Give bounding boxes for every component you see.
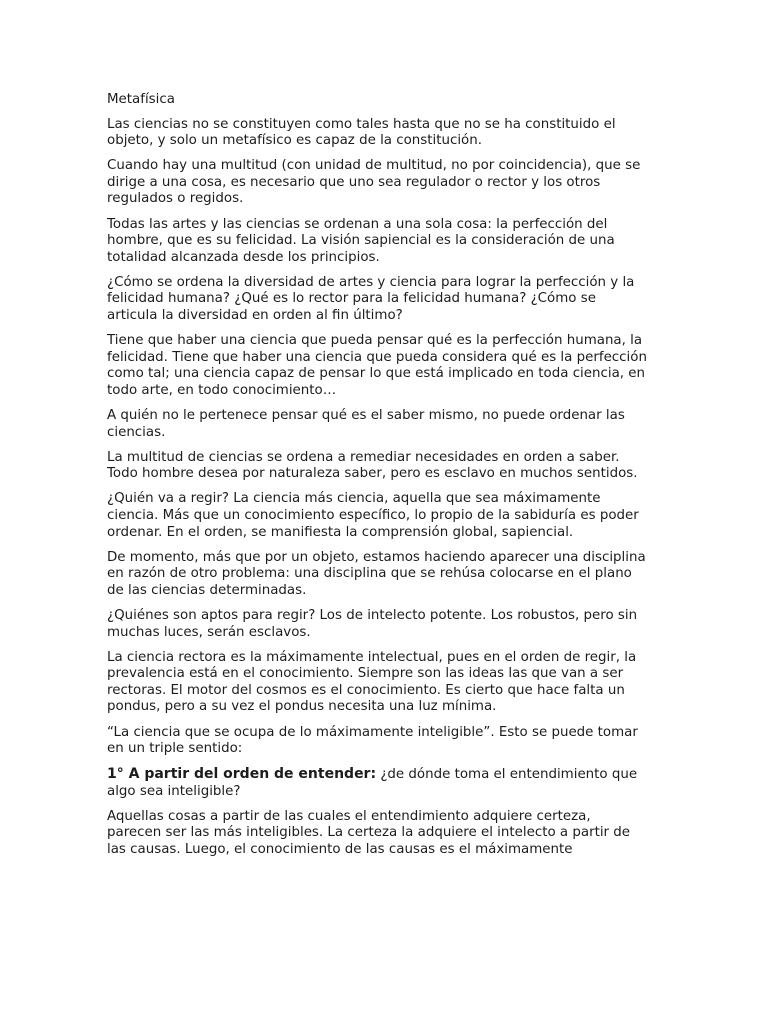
document-page — [107, 92, 647, 867]
paragraph: La ciencia rectora es la máximamente intelectual, pues en el orden de regir, la prevalencia está en el conocimiento. Siempre son las ideas las que van a ser rectoras. El motor del cosmos es el conocimiento. Es cierto que hace falta un pondus, pero a su vez el pondus necesita una luz mínima. — [107, 649, 637, 715]
paragraph: “La ciencia que se ocupa de lo máximamente inteligible”. Esto se puede tomar en un triple sentido: — [107, 724, 638, 757]
paragraph: Las ciencias no se constituyen como tales hasta que no se ha constituido el objeto, y solo un metafísico es capaz de la constitución. — [107, 116, 616, 149]
paragraph: Cuando hay una multitud (con unidad de multitud, no por coincidencia), que se dirige a una cosa, es necesario que uno sea regulador o rector y los otros regulados o regidos. — [107, 158, 641, 207]
point-one-paragraph — [107, 766, 647, 800]
last-paragraph: Aquellas cosas a partir de las cuales el entendimiento adquiere certeza, parecen ser las más inteligibles. La certeza la adquiere el intelecto a partir de las causas. Luego, el conocimiento de las causas es el máximamente — [107, 808, 631, 858]
document-title: Metafísica — [107, 92, 175, 107]
paragraph: De momento, más que por un objeto, estamos haciendo aparecer una disciplina en razón de otro problema: una disciplina que se rehúsa colocarse en el plano de las ciencias determinadas. — [107, 549, 646, 598]
point-one-lead: 1° A partir del orden de entender: — [107, 766, 377, 783]
paragraph: Todas las artes y las ciencias se ordenan a una sola cosa: la perfección del hombre, que es su felicidad. La visión sapiencial es la consideración de una totalidad alcanzada desde los principios. — [107, 216, 615, 265]
paragraph: Tiene que haber una ciencia que pueda pensar qué es la perfección humana, la felicidad. Tiene que haber una ciencia que pueda considera qué es la perfección como tal; una ciencia capaz de pensar lo que está implicado en toda ciencia, en todo arte, en todo conocimiento… — [107, 333, 647, 398]
point-one-text: ¿de dónde toma el entendimiento que algo sea inteligible? — [107, 767, 638, 799]
paragraph: ¿Cómo se ordena la diversidad de artes y ciencia para lograr la perfección y la felicidad humana? ¿Qué es lo rector para la felicidad humana? ¿Cómo se articula la diversidad en orden al fin último? — [107, 274, 635, 324]
paragraph: A quién no le pertenece pensar qué es el saber mismo, no puede ordenar las ciencias. — [107, 408, 625, 440]
paragraph: ¿Quiénes son aptos para regir? Los de intelecto potente. Los robustos, pero sin muchas luces, serán esclavos. — [107, 607, 638, 640]
paragraph: La multitud de ciencias se ordena a remediar necesidades en orden a saber. Todo hombre desea por naturaleza saber, pero es esclavo en muchos sentidos. — [107, 449, 638, 482]
paragraph: ¿Quién va a regir? La ciencia más ciencia, aquella que sea máximamente ciencia. Más que un conocimiento específico, lo propio de la sabiduría es poder ordenar. En el orden, se manifiesta la comprensión global, sapiencial. — [107, 491, 639, 540]
